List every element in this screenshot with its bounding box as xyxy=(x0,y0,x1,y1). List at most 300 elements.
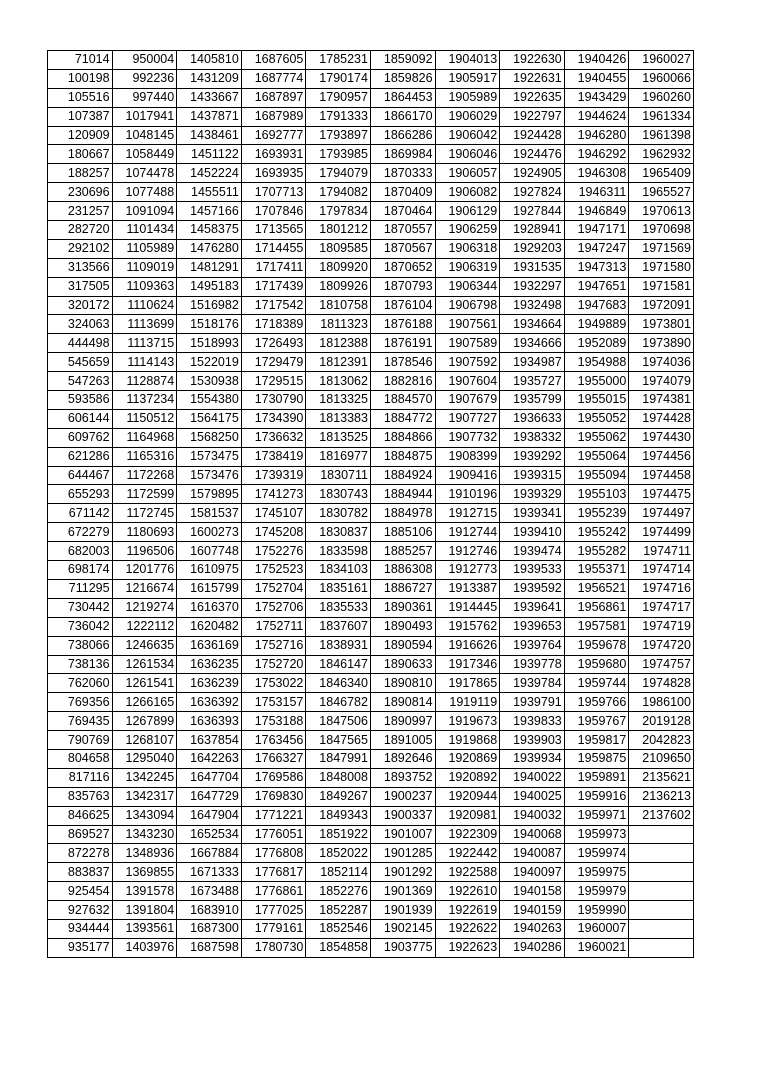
table-cell: 1779161 xyxy=(241,919,306,938)
table-cell: 1891005 xyxy=(370,731,435,750)
table-cell: 1530938 xyxy=(177,372,242,391)
table-cell: 1172268 xyxy=(112,466,177,485)
table-cell: 1813325 xyxy=(306,391,371,410)
table-cell: 1965527 xyxy=(629,183,694,202)
table-cell: 1859826 xyxy=(370,69,435,88)
table-cell: 1673488 xyxy=(177,882,242,901)
table-cell: 1518993 xyxy=(177,334,242,353)
table-cell: 1885257 xyxy=(370,542,435,561)
table-cell: 1739319 xyxy=(241,466,306,485)
table-cell: 1974475 xyxy=(629,485,694,504)
table-cell: 1113699 xyxy=(112,315,177,334)
table-cell: 1901939 xyxy=(370,901,435,920)
table-cell: 1959971 xyxy=(564,806,629,825)
table-cell: 1959766 xyxy=(564,693,629,712)
table-cell: 1974381 xyxy=(629,391,694,410)
table-cell: 1714455 xyxy=(241,239,306,258)
table-cell: 1908399 xyxy=(435,447,500,466)
table-cell: 1960027 xyxy=(629,51,694,70)
table-cell: 1955000 xyxy=(564,372,629,391)
table-cell: 230696 xyxy=(48,183,113,202)
table-cell: 1637854 xyxy=(177,731,242,750)
table-cell: 1647704 xyxy=(177,768,242,787)
table-cell: 1847565 xyxy=(306,731,371,750)
table-cell: 1906319 xyxy=(435,258,500,277)
table-cell: 1971581 xyxy=(629,277,694,296)
table-cell: 1780730 xyxy=(241,938,306,957)
table-cell: 1959973 xyxy=(564,825,629,844)
table-cell: 671142 xyxy=(48,504,113,523)
table-cell: 1959875 xyxy=(564,749,629,768)
table-cell: 1752706 xyxy=(241,598,306,617)
table-cell: 762060 xyxy=(48,674,113,693)
table-cell: 1935799 xyxy=(500,391,565,410)
table-cell: 1905989 xyxy=(435,88,500,107)
table-cell: 1600273 xyxy=(177,523,242,542)
table-cell: 1939903 xyxy=(500,731,565,750)
table-row xyxy=(48,561,694,580)
table-cell: 1752704 xyxy=(241,579,306,598)
table-row xyxy=(48,844,694,863)
table-cell: 1693931 xyxy=(241,145,306,164)
table-cell: 1866170 xyxy=(370,107,435,126)
table-cell: 1729479 xyxy=(241,353,306,372)
table-cell: 1180693 xyxy=(112,523,177,542)
table-cell: 1939833 xyxy=(500,712,565,731)
table-cell: 1901285 xyxy=(370,844,435,863)
table-cell: 1939641 xyxy=(500,598,565,617)
table-cell: 1939592 xyxy=(500,579,565,598)
table-cell: 1864453 xyxy=(370,88,435,107)
table-cell: 1636169 xyxy=(177,636,242,655)
table-cell: 1554380 xyxy=(177,391,242,410)
table-cell: 1870793 xyxy=(370,277,435,296)
table-cell: 935177 xyxy=(48,938,113,957)
table-cell: 1391578 xyxy=(112,882,177,901)
table-cell: 1776051 xyxy=(241,825,306,844)
table-row xyxy=(48,504,694,523)
table-cell: 1573476 xyxy=(177,466,242,485)
table-cell: 869527 xyxy=(48,825,113,844)
table-cell: 1870652 xyxy=(370,258,435,277)
table-cell: 682003 xyxy=(48,542,113,561)
table-cell: 950004 xyxy=(112,51,177,70)
table-cell: 1974717 xyxy=(629,598,694,617)
table-cell: 1912773 xyxy=(435,561,500,580)
table-cell: 1919119 xyxy=(435,693,500,712)
table-cell: 1912715 xyxy=(435,504,500,523)
table-cell: 1870567 xyxy=(370,239,435,258)
table-cell: 1769830 xyxy=(241,787,306,806)
table-cell: 1934666 xyxy=(500,334,565,353)
table-cell: 1922309 xyxy=(435,825,500,844)
table-cell: 1438461 xyxy=(177,126,242,145)
table-cell: 1934664 xyxy=(500,315,565,334)
table-cell: 1752716 xyxy=(241,636,306,655)
table-cell: 1940455 xyxy=(564,69,629,88)
table-cell: 1974757 xyxy=(629,655,694,674)
table-cell: 1913387 xyxy=(435,579,500,598)
table-cell: 1564175 xyxy=(177,409,242,428)
table-cell: 1940022 xyxy=(500,768,565,787)
table-cell: 655293 xyxy=(48,485,113,504)
table-cell: 107387 xyxy=(48,107,113,126)
table-cell: 1929203 xyxy=(500,239,565,258)
table-cell: 1849343 xyxy=(306,806,371,825)
table-cell: 1944624 xyxy=(564,107,629,126)
table-cell: 925454 xyxy=(48,882,113,901)
table-cell: 120909 xyxy=(48,126,113,145)
table-cell: 1852287 xyxy=(306,901,371,920)
table-cell: 1939341 xyxy=(500,504,565,523)
table-cell: 1955371 xyxy=(564,561,629,580)
table-cell: 1745208 xyxy=(241,523,306,542)
table-cell: 1791333 xyxy=(306,107,371,126)
table-cell: 2135621 xyxy=(629,768,694,787)
table-cell: 313566 xyxy=(48,258,113,277)
table-cell: 100198 xyxy=(48,69,113,88)
table-row xyxy=(48,221,694,240)
table-cell: 1870557 xyxy=(370,221,435,240)
table-cell: 1813525 xyxy=(306,428,371,447)
table-cell: 1892646 xyxy=(370,749,435,768)
table-cell: 1884924 xyxy=(370,466,435,485)
table-row xyxy=(48,466,694,485)
table-cell: 1901292 xyxy=(370,863,435,882)
table-cell: 1458375 xyxy=(177,221,242,240)
table-cell: 1878546 xyxy=(370,353,435,372)
table-cell: 609762 xyxy=(48,428,113,447)
table-cell: 1939292 xyxy=(500,447,565,466)
table-cell: 1522019 xyxy=(177,353,242,372)
table-row xyxy=(48,447,694,466)
table-cell: 992236 xyxy=(112,69,177,88)
table-cell: 1940068 xyxy=(500,825,565,844)
table-row xyxy=(48,183,694,202)
table-cell: 1974719 xyxy=(629,617,694,636)
table-cell: 1939764 xyxy=(500,636,565,655)
table-cell: 1932498 xyxy=(500,296,565,315)
table-cell: 1986100 xyxy=(629,693,694,712)
table-cell: 1717411 xyxy=(241,258,306,277)
table-cell: 1912744 xyxy=(435,523,500,542)
table-cell: 1922442 xyxy=(435,844,500,863)
table-row xyxy=(48,315,694,334)
table-cell: 1343230 xyxy=(112,825,177,844)
table-cell: 1960066 xyxy=(629,69,694,88)
table-cell: 1906042 xyxy=(435,126,500,145)
table-cell: 1017941 xyxy=(112,107,177,126)
table-cell: 1476280 xyxy=(177,239,242,258)
table-cell: 1813062 xyxy=(306,372,371,391)
table-cell: 1636393 xyxy=(177,712,242,731)
table-cell: 1890633 xyxy=(370,655,435,674)
table-cell: 1927824 xyxy=(500,183,565,202)
table-cell: 1936633 xyxy=(500,409,565,428)
table-cell: 1943429 xyxy=(564,88,629,107)
table-cell: 1745107 xyxy=(241,504,306,523)
table-cell: 1196506 xyxy=(112,542,177,561)
table-cell: 1812391 xyxy=(306,353,371,372)
table-cell: 1922631 xyxy=(500,69,565,88)
table-cell: 1884570 xyxy=(370,391,435,410)
table-cell: 1907727 xyxy=(435,409,500,428)
table-cell: 1261534 xyxy=(112,655,177,674)
table-cell: 1974499 xyxy=(629,523,694,542)
table-cell: 1852276 xyxy=(306,882,371,901)
table-cell: 1940097 xyxy=(500,863,565,882)
table-cell: 1932297 xyxy=(500,277,565,296)
table-cell: 835763 xyxy=(48,787,113,806)
table-cell: 1105989 xyxy=(112,239,177,258)
table-cell: 1809920 xyxy=(306,258,371,277)
table-cell: 1687605 xyxy=(241,51,306,70)
table-cell: 1955015 xyxy=(564,391,629,410)
table-cell: 1776861 xyxy=(241,882,306,901)
table-cell: 738066 xyxy=(48,636,113,655)
table-cell: 1866286 xyxy=(370,126,435,145)
table-cell: 1960007 xyxy=(564,919,629,938)
table-cell: 1922635 xyxy=(500,88,565,107)
table-cell: 1707713 xyxy=(241,183,306,202)
table-cell: 1048145 xyxy=(112,126,177,145)
table-cell: 1900337 xyxy=(370,806,435,825)
table-cell: 1693935 xyxy=(241,164,306,183)
table-row xyxy=(48,353,694,372)
table-cell: 1834103 xyxy=(306,561,371,580)
table-cell: 282720 xyxy=(48,221,113,240)
table-row xyxy=(48,542,694,561)
table-cell: 1846147 xyxy=(306,655,371,674)
table-cell: 1222112 xyxy=(112,617,177,636)
table-cell: 1922630 xyxy=(500,51,565,70)
table-cell: 1636235 xyxy=(177,655,242,674)
table-cell: 1852022 xyxy=(306,844,371,863)
table-cell: 1939474 xyxy=(500,542,565,561)
table-cell: 1753157 xyxy=(241,693,306,712)
table-cell: 1261541 xyxy=(112,674,177,693)
table-cell: 1636392 xyxy=(177,693,242,712)
table-cell: 1919673 xyxy=(435,712,500,731)
table-cell: 1974716 xyxy=(629,579,694,598)
table-cell: 1793985 xyxy=(306,145,371,164)
table-cell: 1927844 xyxy=(500,202,565,221)
table-cell: 1959974 xyxy=(564,844,629,863)
table-cell: 644467 xyxy=(48,466,113,485)
table-cell: 1920869 xyxy=(435,749,500,768)
table-cell: 1405810 xyxy=(177,51,242,70)
table-cell: 1939533 xyxy=(500,561,565,580)
table-cell: 1581537 xyxy=(177,504,242,523)
table-cell: 1907561 xyxy=(435,315,500,334)
table-cell: 1965409 xyxy=(629,164,694,183)
table-cell: 1917346 xyxy=(435,655,500,674)
table-cell: 1890814 xyxy=(370,693,435,712)
table-cell: 1919868 xyxy=(435,731,500,750)
table-cell: 1752523 xyxy=(241,561,306,580)
table-cell: 1884866 xyxy=(370,428,435,447)
table-cell: 1922797 xyxy=(500,107,565,126)
table-cell: 1940087 xyxy=(500,844,565,863)
table-cell: 1940263 xyxy=(500,919,565,938)
table-cell: 1974456 xyxy=(629,447,694,466)
table-row xyxy=(48,825,694,844)
table-cell: 1885106 xyxy=(370,523,435,542)
table-row xyxy=(48,239,694,258)
table-cell: 997440 xyxy=(112,88,177,107)
table-cell: 1922619 xyxy=(435,901,500,920)
table-row xyxy=(48,258,694,277)
table-cell: 1890997 xyxy=(370,712,435,731)
table-cell: 1852546 xyxy=(306,919,371,938)
table-cell: 1610975 xyxy=(177,561,242,580)
table-cell: 1922622 xyxy=(435,919,500,938)
table-cell: 1847506 xyxy=(306,712,371,731)
table-cell: 1974079 xyxy=(629,372,694,391)
table-cell: 1955052 xyxy=(564,409,629,428)
table-cell: 1884772 xyxy=(370,409,435,428)
table-row xyxy=(48,674,694,693)
table-cell xyxy=(629,863,694,882)
table-cell xyxy=(629,844,694,863)
table-cell: 1920944 xyxy=(435,787,500,806)
table-cell: 1974711 xyxy=(629,542,694,561)
table-cell: 1201776 xyxy=(112,561,177,580)
table-cell: 1931535 xyxy=(500,258,565,277)
table-cell: 231257 xyxy=(48,202,113,221)
table-row xyxy=(48,485,694,504)
table-cell: 1516982 xyxy=(177,296,242,315)
table-cell: 1518176 xyxy=(177,315,242,334)
table-row xyxy=(48,107,694,126)
table-cell: 1687300 xyxy=(177,919,242,938)
table-cell: 1752276 xyxy=(241,542,306,561)
table-cell: 1717542 xyxy=(241,296,306,315)
table-cell: 1939315 xyxy=(500,466,565,485)
table-cell: 1890361 xyxy=(370,598,435,617)
table-cell: 2136213 xyxy=(629,787,694,806)
table-cell: 1616370 xyxy=(177,598,242,617)
table-cell: 1974430 xyxy=(629,428,694,447)
table-cell: 1833598 xyxy=(306,542,371,561)
table-cell: 1947683 xyxy=(564,296,629,315)
table-cell: 1854858 xyxy=(306,938,371,957)
table-cell: 711295 xyxy=(48,579,113,598)
table-cell: 606144 xyxy=(48,409,113,428)
table-cell: 738136 xyxy=(48,655,113,674)
table-cell: 1959990 xyxy=(564,901,629,920)
table-cell: 1947247 xyxy=(564,239,629,258)
table-cell: 1636239 xyxy=(177,674,242,693)
table-cell: 1114143 xyxy=(112,353,177,372)
table-cell: 1940159 xyxy=(500,901,565,920)
table-cell: 1947313 xyxy=(564,258,629,277)
table-cell: 1961398 xyxy=(629,126,694,145)
table-cell: 1870464 xyxy=(370,202,435,221)
table-cell: 1343094 xyxy=(112,806,177,825)
table-cell: 1734390 xyxy=(241,409,306,428)
table-cell: 1077488 xyxy=(112,183,177,202)
table-cell: 1882816 xyxy=(370,372,435,391)
table-cell: 1924476 xyxy=(500,145,565,164)
table-cell: 1295040 xyxy=(112,749,177,768)
table-cell: 1939791 xyxy=(500,693,565,712)
table-cell: 1970613 xyxy=(629,202,694,221)
table-cell: 1974720 xyxy=(629,636,694,655)
table-cell: 1769586 xyxy=(241,768,306,787)
table-cell: 1568250 xyxy=(177,428,242,447)
table-cell: 1730790 xyxy=(241,391,306,410)
table-cell: 1955062 xyxy=(564,428,629,447)
table-cell: 1729515 xyxy=(241,372,306,391)
table-cell: 1906259 xyxy=(435,221,500,240)
table-row xyxy=(48,863,694,882)
table-cell: 1794082 xyxy=(306,183,371,202)
table-cell: 1109363 xyxy=(112,277,177,296)
table-cell: 934444 xyxy=(48,919,113,938)
table-cell: 1946308 xyxy=(564,164,629,183)
table-cell: 1849267 xyxy=(306,787,371,806)
table-cell: 1172745 xyxy=(112,504,177,523)
table-cell: 1810758 xyxy=(306,296,371,315)
table-cell: 1847991 xyxy=(306,749,371,768)
table-row xyxy=(48,693,694,712)
table-cell: 1946292 xyxy=(564,145,629,164)
table-cell: 1939784 xyxy=(500,674,565,693)
table-cell: 1934987 xyxy=(500,353,565,372)
table-cell: 846625 xyxy=(48,806,113,825)
table-cell: 444498 xyxy=(48,334,113,353)
table-cell: 672279 xyxy=(48,523,113,542)
table-cell: 1671333 xyxy=(177,863,242,882)
table-cell: 769356 xyxy=(48,693,113,712)
table-cell: 1846782 xyxy=(306,693,371,712)
table-cell: 1128874 xyxy=(112,372,177,391)
table-row xyxy=(48,768,694,787)
table-cell: 1403976 xyxy=(112,938,177,957)
table-cell: 1683910 xyxy=(177,901,242,920)
table-cell: 1914445 xyxy=(435,598,500,617)
table-cell: 1916626 xyxy=(435,636,500,655)
table-cell xyxy=(629,825,694,844)
table-cell: 1906029 xyxy=(435,107,500,126)
table-cell: 1939329 xyxy=(500,485,565,504)
table-cell: 1718389 xyxy=(241,315,306,334)
table-cell: 1830711 xyxy=(306,466,371,485)
table-cell: 1809926 xyxy=(306,277,371,296)
table-cell: 730442 xyxy=(48,598,113,617)
table-cell: 1876104 xyxy=(370,296,435,315)
table-cell: 1652534 xyxy=(177,825,242,844)
table-row xyxy=(48,428,694,447)
table-cell: 1907589 xyxy=(435,334,500,353)
table-cell: 1957581 xyxy=(564,617,629,636)
table-cell: 292102 xyxy=(48,239,113,258)
table-cell: 1900237 xyxy=(370,787,435,806)
table-cell: 1830837 xyxy=(306,523,371,542)
table-cell: 1907592 xyxy=(435,353,500,372)
table-cell: 1137234 xyxy=(112,391,177,410)
table-cell: 1962932 xyxy=(629,145,694,164)
table-cell: 790769 xyxy=(48,731,113,750)
table-row xyxy=(48,145,694,164)
table-row xyxy=(48,919,694,938)
table-cell: 105516 xyxy=(48,88,113,107)
table-cell: 1928941 xyxy=(500,221,565,240)
table-cell: 1776817 xyxy=(241,863,306,882)
table-cell: 1960021 xyxy=(564,938,629,957)
table-cell: 1890493 xyxy=(370,617,435,636)
